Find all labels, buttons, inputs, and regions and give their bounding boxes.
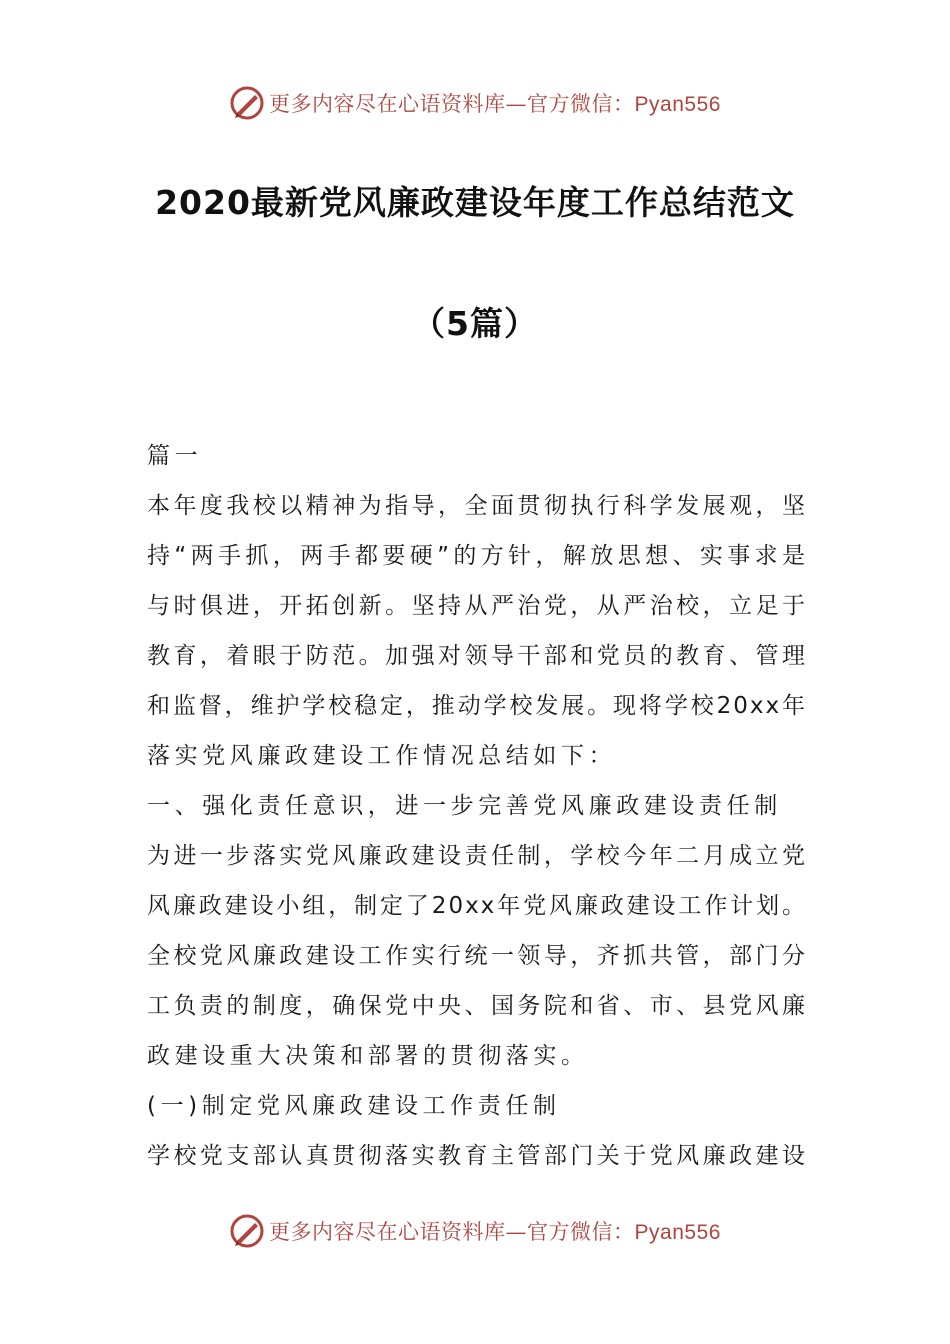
section-label: 篇一 bbox=[147, 443, 203, 469]
body-line: 教育，着眼于防范。加强对领导干部和党员的教育、管理 bbox=[147, 643, 807, 669]
pen-logo-icon bbox=[229, 1213, 265, 1249]
subsection-heading: (一)制定党风廉政建设工作责任制 bbox=[147, 1093, 561, 1119]
body-line: 全校党风廉政建设工作实行统一领导，齐抓共管，部门分 bbox=[147, 943, 807, 969]
body-line: 学校党支部认真贯彻落实教育主管部门关于党风廉政建设 bbox=[147, 1143, 807, 1169]
body-line: 本年度我校以精神为指导，全面贯彻执行科学发展观，坚 bbox=[147, 493, 807, 519]
body-line: 政建设重大决策和部署的贯彻落实。 bbox=[147, 1043, 589, 1069]
body-line: 风廉政建设小组，制定了20xx年党风廉政建设工作计划。 bbox=[147, 893, 807, 919]
watermark-banner-bottom bbox=[0, 1209, 950, 1253]
watermark-wechat-id: Pyan556 bbox=[634, 1221, 721, 1244]
watermark-wechat-label: 官方微信： bbox=[527, 1220, 635, 1244]
watermark-banner-top bbox=[0, 81, 950, 125]
body-line: 落实党风廉政建设工作情况总结如下： bbox=[147, 743, 617, 769]
body-line: 和监督，维护学校稳定，推动学校发展。现将学校20xx年 bbox=[147, 693, 807, 719]
watermark-text bbox=[269, 88, 721, 118]
body-line: 持“两手抓，两手都要硬”的方针，解放思想、实事求是 bbox=[147, 543, 807, 569]
pen-logo-icon bbox=[229, 85, 265, 121]
document-body bbox=[147, 431, 807, 1181]
watermark-site-text: 更多内容尽在心语资料库— bbox=[269, 1220, 528, 1244]
watermark-wechat-label: 官方微信： bbox=[527, 92, 635, 116]
section-heading: 一、强化责任意识，进一步完善党风廉政建设责任制 bbox=[147, 793, 782, 819]
watermark-wechat-id: Pyan556 bbox=[634, 93, 721, 116]
watermark-site-text: 更多内容尽在心语资料库— bbox=[269, 92, 528, 116]
body-line: 工负责的制度，确保党中央、国务院和省、市、县党风廉 bbox=[147, 993, 807, 1019]
document-subtitle: （5篇） bbox=[412, 304, 538, 343]
watermark-text bbox=[269, 1216, 721, 1246]
document-title: 2020最新党风廉政建设年度工作总结范文 bbox=[155, 183, 795, 222]
body-line: 与时俱进，开拓创新。坚持从严治党，从严治校，立足于 bbox=[147, 593, 807, 619]
body-line: 为进一步落实党风廉政建设责任制，学校今年二月成立党 bbox=[147, 843, 807, 869]
